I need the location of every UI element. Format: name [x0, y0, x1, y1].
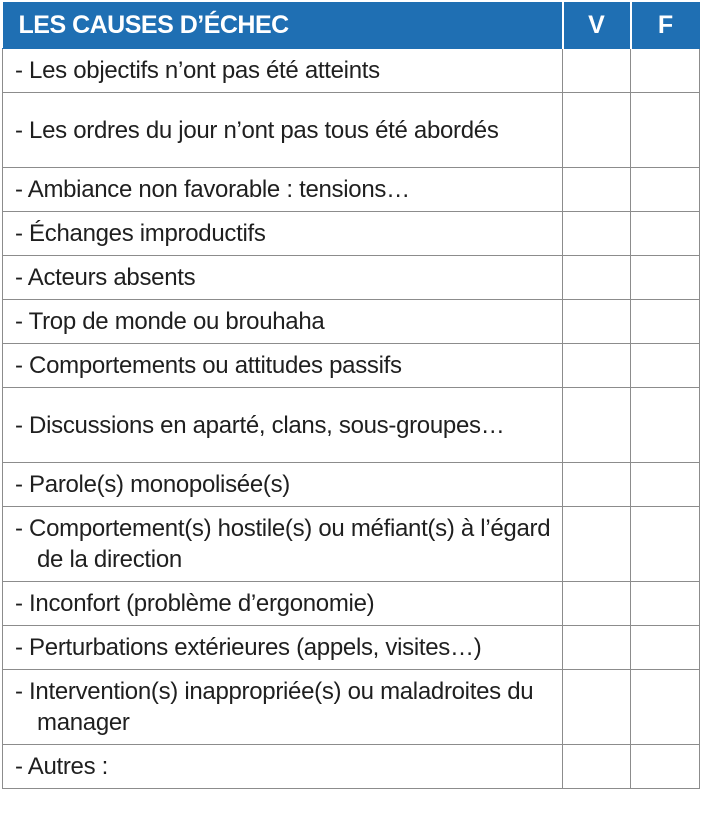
- table-row: [3, 582, 700, 626]
- true-answer-cell[interactable]: [563, 212, 631, 256]
- false-answer-cell[interactable]: [631, 49, 700, 93]
- false-answer-cell[interactable]: [631, 93, 700, 168]
- cause-cell: [3, 388, 563, 463]
- true-answer-cell[interactable]: [563, 582, 631, 626]
- cause-label: - Discussions en aparté, clans, sous-groupes…: [15, 411, 505, 439]
- cause-cell: [3, 507, 563, 582]
- column-header-v: V: [563, 2, 631, 49]
- cause-cell: [3, 344, 563, 388]
- table-row: [3, 745, 700, 789]
- header-row: [3, 2, 700, 49]
- true-answer-cell[interactable]: [563, 507, 631, 582]
- table-row: [3, 626, 700, 670]
- cause-cell: [3, 93, 563, 168]
- cause-cell: [3, 670, 563, 745]
- table-row: [3, 93, 700, 168]
- true-answer-cell[interactable]: [563, 670, 631, 745]
- false-answer-cell[interactable]: [631, 670, 700, 745]
- false-answer-cell[interactable]: [631, 507, 700, 582]
- cause-label: - Comportement(s) hostile(s) ou méfiant(s) à l’égard de la direction: [15, 515, 551, 573]
- true-answer-cell[interactable]: [563, 256, 631, 300]
- false-answer-cell[interactable]: [631, 745, 700, 789]
- table-row: [3, 463, 700, 507]
- false-answer-cell[interactable]: [631, 212, 700, 256]
- true-answer-cell[interactable]: [563, 626, 631, 670]
- cause-label: - Perturbations extérieures (appels, visites…): [15, 634, 482, 661]
- cause-cell: [3, 626, 563, 670]
- cause-cell: [3, 463, 563, 507]
- column-header-f: F: [631, 2, 700, 49]
- false-answer-cell[interactable]: [631, 168, 700, 212]
- false-answer-cell[interactable]: [631, 388, 700, 463]
- cause-label: - Inconfort (problème d’ergonomie): [15, 590, 375, 617]
- cause-cell: [3, 256, 563, 300]
- cause-cell: [3, 582, 563, 626]
- false-answer-cell[interactable]: [631, 256, 700, 300]
- causes-checklist-table: [2, 2, 700, 789]
- cause-label: - Intervention(s) inappropriée(s) ou maladroites du manager: [15, 678, 534, 736]
- true-answer-cell[interactable]: [563, 344, 631, 388]
- cause-label: - Parole(s) monopolisée(s): [15, 471, 290, 498]
- cause-label: - Les objectifs n’ont pas été atteints: [15, 57, 380, 84]
- true-answer-cell[interactable]: [563, 168, 631, 212]
- table-body: [3, 49, 700, 789]
- cause-label: - Trop de monde ou brouhaha: [15, 308, 325, 335]
- true-answer-cell[interactable]: [563, 49, 631, 93]
- true-answer-cell[interactable]: [563, 93, 631, 168]
- false-answer-cell[interactable]: [631, 463, 700, 507]
- table-row: [3, 49, 700, 93]
- false-answer-cell[interactable]: [631, 344, 700, 388]
- cause-cell: [3, 49, 563, 93]
- table-row: [3, 344, 700, 388]
- cause-cell: [3, 745, 563, 789]
- false-answer-cell[interactable]: [631, 300, 700, 344]
- true-answer-cell[interactable]: [563, 745, 631, 789]
- true-answer-cell[interactable]: [563, 388, 631, 463]
- cause-cell: [3, 300, 563, 344]
- cause-label: - Comportements ou attitudes passifs: [15, 352, 402, 379]
- true-answer-cell[interactable]: [563, 300, 631, 344]
- true-answer-cell[interactable]: [563, 463, 631, 507]
- table-row: [3, 256, 700, 300]
- cause-label: - Échanges improductifs: [15, 220, 266, 247]
- table-row: [3, 388, 700, 463]
- cause-cell: [3, 168, 563, 212]
- table-row: [3, 670, 700, 745]
- table-row: [3, 212, 700, 256]
- cause-label: - Autres :: [15, 753, 109, 780]
- cause-label: - Ambiance non favorable : tensions…: [15, 176, 410, 203]
- cause-cell: [3, 212, 563, 256]
- table-title: LES CAUSES D’ÉCHEC: [3, 2, 563, 49]
- table-row: [3, 168, 700, 212]
- cause-label: - Les ordres du jour n’ont pas tous été abordés: [15, 116, 499, 144]
- table-header: [3, 2, 700, 49]
- table-row: [3, 507, 700, 582]
- false-answer-cell[interactable]: [631, 626, 700, 670]
- table-row: [3, 300, 700, 344]
- cause-label: - Acteurs absents: [15, 264, 196, 291]
- false-answer-cell[interactable]: [631, 582, 700, 626]
